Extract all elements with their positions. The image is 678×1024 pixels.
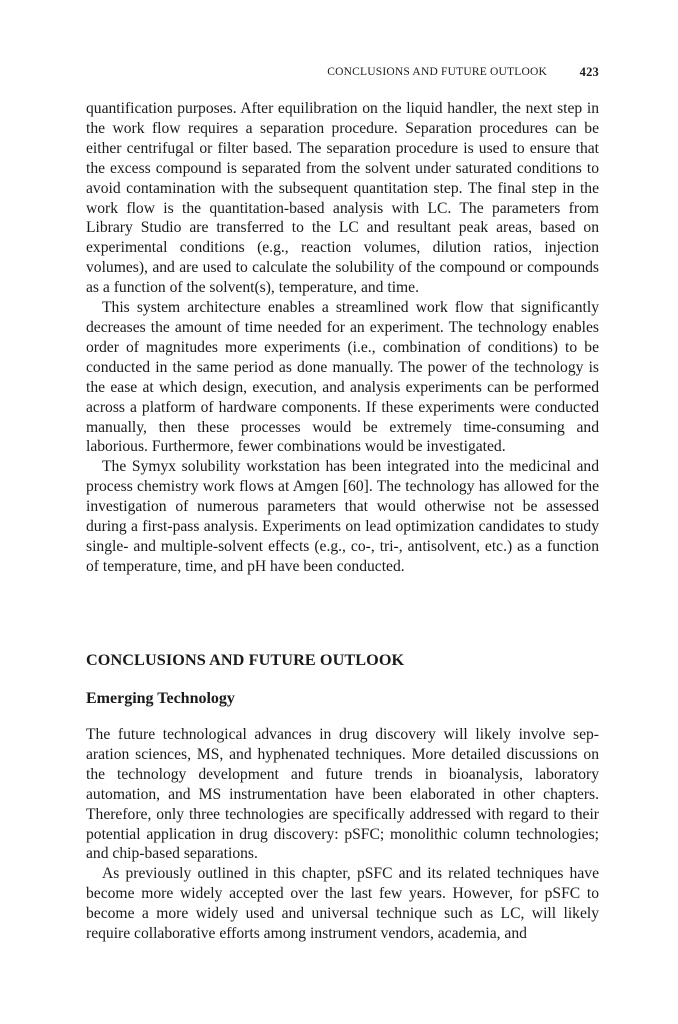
paragraph-symyx-workstation: The Symyx solubility workstation has been integrated into the medicinal and process chemistry work flows at Amgen [60]. The technology has allowed for the investigation of numerous parameters that would otherwise not be assessed during a first-pass analysis. Experiments on lead optimization candidates to study single- and multiple-solvent effects (e.g., co-, tri-, antisolvent, etc.) as a function of temperature, time, and pH have been conducted. (86, 458, 599, 575)
paragraph-psfc: As previously outlined in this chapter, pSFC and its related techniques have become more widely accepted over the last few years. However, for pSFC to become a more widely used and universal technique such as LC, will likely require collaborative efforts among instrument vendors, academia, and (86, 865, 599, 943)
body-text-top (86, 99, 599, 577)
paragraph-future-advances: The future technological advances in drug discovery will likely involve separation sciences, MS, and hyphenated techniques. More detailed discussions on the technology development and future trends in bioanalysis, laboratory automation, and MS instrumentation have been elaborated in other chapters. Therefore, only three technologies are specifically addressed with regard to their potential application in drug discovery: pSFC; monolithic column technologies; and chip-based separations. (86, 726, 599, 863)
page-number: 423 (579, 65, 599, 79)
paragraph-continued: quantification purposes. After equilibration on the liquid handler, the next step in the work flow requires a separation procedure. Separation procedures can be either centrifugal or filter based. The separation procedure is used to ensure that the excess compound is separated from the solvent under saturated conditions to avoid contamination with the subsequent quantitation step. The final step in the work flow is the quantitation-based analysis with LC. The parameters from Library Studio are transferred to the LC and resultant peak areas, based on experimental conditions (e.g., reaction volumes, dilution ratios, injection volumes), and are used to calculate the solubility of the compound or compounds as a function of the solvent(s), temperature, and time. (86, 100, 599, 297)
running-title: CONCLUSIONS AND FUTURE OUTLOOK (327, 66, 547, 78)
subsection-heading: Emerging Technology (86, 690, 235, 707)
section-heading: CONCLUSIONS AND FUTURE OUTLOOK (86, 651, 405, 669)
paragraph-system-architecture: This system architecture enables a streamlined work flow that significantly decreases the amount of time needed for an experiment. The technology enables order of magnitudes more experiments (i.e., combination of conditions) to be conducted in the same period as done manually. The power of the technology is the ease at which design, execution, and analysis experiments can be performed across a platform of hardware components. If these experiments were conducted manually, then these processes would be extremely time-consuming and laborious. Furthermore, fewer combinations would be investigated. (86, 299, 599, 456)
running-head (86, 66, 599, 84)
body-text-section (86, 725, 599, 944)
